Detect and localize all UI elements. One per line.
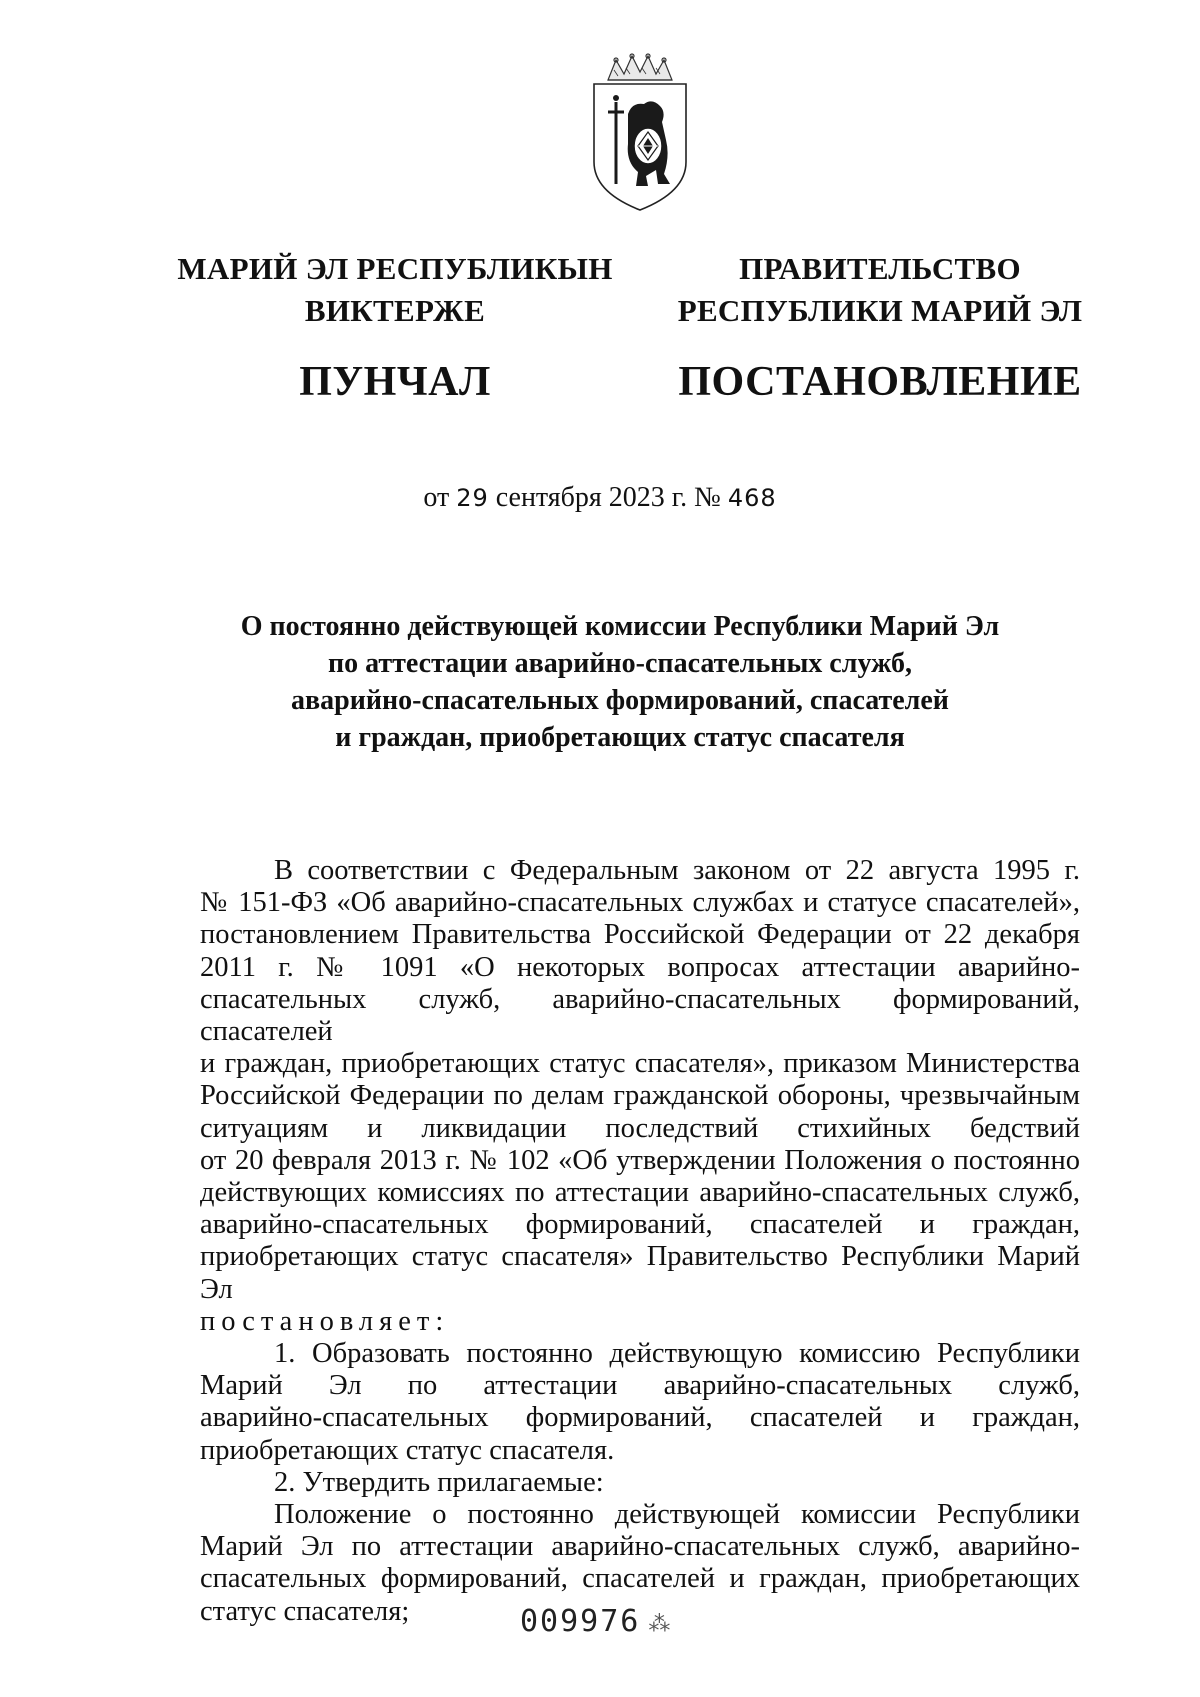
item2-sub-line: статус спасателя;	[200, 1595, 410, 1627]
body-line: постановлением Правительства Российской Федерации от 22 декабря	[200, 919, 1080, 951]
header-left-doc-type: ПУНЧАЛ	[299, 359, 491, 405]
title-line: и граждан, приобретающих статус спасателя	[335, 722, 905, 753]
date-prefix: от	[423, 482, 450, 513]
header-right-doc-type: ПОСТАНОВЛЕНИЕ	[678, 359, 1082, 405]
body-line: от 20 февраля 2013 г. № 102 «Об утверждении Положения о постоянно	[200, 1144, 1080, 1176]
asterisk-mark-icon: ⁂	[648, 1612, 673, 1637]
document-date-line	[0, 482, 1200, 514]
date-month-year: сентября 2023 г. №	[495, 482, 721, 513]
body-line: № 151-ФЗ «Об аварийно-спасательных службах и статусе спасателей»,	[200, 887, 1080, 919]
marij-el-coat-of-arms-icon	[586, 52, 694, 214]
date-day: 29	[456, 484, 489, 512]
body-line: аварийно-спасательных формирований, спасателей и граждан,	[200, 1209, 1080, 1241]
item1-line: аварийно-спасательных формирований, спасателей и граждан,	[200, 1402, 1080, 1434]
coat-of-arms-emblem	[586, 52, 694, 214]
body-line: ситуациям и ликвидации последствий стихийных бедствий	[200, 1112, 1080, 1144]
title-line: О постоянно действующей комиссии Республики Марий Эл	[240, 611, 1000, 642]
item1-line: приобретающих статус спасателя.	[200, 1434, 615, 1466]
body-line: действующих комиссиях по аттестации аварийно-спасательных служб,	[200, 1177, 1080, 1209]
body-line: Российской Федерации по делам гражданской обороны, чрезвычайным	[200, 1080, 1080, 1112]
item1-line: 1. Образовать постоянно действующую комиссию Республики	[274, 1338, 1080, 1370]
header-right-line2: РЕСПУБЛИКИ МАРИЙ ЭЛ	[677, 293, 1083, 328]
body-line: 2011 г. № 1091 «О некоторых вопросах аттестации аварийно-	[200, 951, 1080, 983]
item2-line: 2. Утвердить прилагаемые:	[274, 1466, 604, 1498]
header-right-line1: ПРАВИТЕЛЬСТВО	[739, 251, 1021, 286]
body-line: спасательных служб, аварийно-спасательных формирований, спасателей	[200, 983, 1080, 1048]
body-line: и граждан, приобретающих статус спасателя», приказом Министерства	[200, 1048, 1080, 1080]
document-number: 468	[727, 484, 777, 512]
item2-sub-line: Положение о постоянно действующей комиссии Республики	[274, 1499, 1080, 1531]
header-left-line2: ВИКТЕРЖЕ	[304, 293, 486, 328]
form-serial-number	[520, 1604, 672, 1639]
header-left-block	[170, 248, 620, 408]
title-line: по аттестации аварийно-спасательных служб,	[327, 648, 913, 679]
item2-sub-line: Марий Эл по аттестации аварийно-спасательных служб, аварийно-	[200, 1531, 1080, 1563]
document-title	[160, 608, 1080, 756]
item1-line: Марий Эл по аттестации аварийно-спасательных служб,	[200, 1370, 1080, 1402]
document-body	[200, 855, 1080, 1628]
header-left-line1: МАРИЙ ЭЛ РЕСПУБЛИКЫН	[177, 251, 613, 286]
header-right-block	[660, 248, 1100, 408]
resolves-word: постановляет:	[200, 1305, 450, 1337]
body-line: В соответствии с Федеральным законом от 22 августа 1995 г.	[274, 855, 1080, 886]
title-line: аварийно-спасательных формирований, спасателей	[291, 685, 949, 716]
serial-number: 009976	[520, 1604, 641, 1639]
body-line: приобретающих статус спасателя» Правительство Республики Марий Эл	[200, 1241, 1080, 1305]
item2-sub-line: спасательных формирований, спасателей и граждан, приобретающих	[200, 1563, 1080, 1595]
